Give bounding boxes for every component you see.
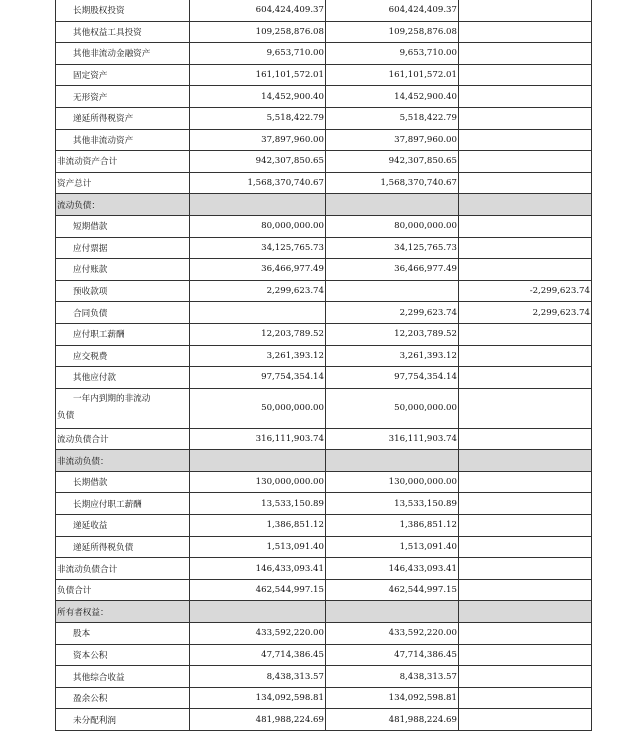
value-cell-c3 — [459, 172, 592, 194]
value-cell-c1: 134,092,598.81 — [190, 687, 326, 709]
value-cell-c1: 481,988,224.69 — [190, 709, 326, 731]
table-row — [56, 259, 592, 281]
value-cell-c2: 36,466,977.49 — [326, 259, 459, 281]
value-cell-c2: 8,438,313.57 — [326, 666, 459, 688]
row-label: 非流动负债： — [56, 450, 190, 472]
value-cell-c3 — [459, 107, 592, 129]
value-cell-c2: 942,307,850.65 — [326, 151, 459, 173]
row-label: 其他应付款 — [56, 367, 190, 389]
value-cell-c3 — [459, 471, 592, 493]
value-cell-c3 — [459, 64, 592, 86]
value-cell-c1: 47,714,386.45 — [190, 644, 326, 666]
value-cell-c3 — [459, 493, 592, 515]
value-cell-c3 — [459, 536, 592, 558]
value-cell-c2 — [326, 280, 459, 302]
value-cell-c2: 34,125,765.73 — [326, 237, 459, 259]
value-cell-c2: 2,299,623.74 — [326, 302, 459, 324]
row-label: 其他权益工具投资 — [56, 21, 190, 43]
value-cell-c3 — [459, 666, 592, 688]
table-row — [56, 666, 592, 688]
row-label: 短期借款 — [56, 215, 190, 237]
value-cell-c2: 50,000,000.00 — [326, 388, 459, 428]
row-label: 无形资产 — [56, 86, 190, 108]
table-row — [56, 515, 592, 537]
row-label-line: 负债 — [57, 411, 75, 422]
value-cell-c1 — [190, 302, 326, 324]
row-label: 非流动负债合计 — [56, 558, 190, 580]
value-cell-c3 — [459, 623, 592, 645]
section-header-row — [56, 601, 592, 623]
table-row — [56, 21, 592, 43]
row-label: 应交税费 — [56, 345, 190, 367]
table-row — [56, 471, 592, 493]
row-label: 其他综合收益 — [56, 666, 190, 688]
value-cell-c3 — [459, 687, 592, 709]
table-row — [56, 302, 592, 324]
value-cell-c3 — [459, 515, 592, 537]
table-row — [56, 558, 592, 580]
value-cell-c2: 161,101,572.01 — [326, 64, 459, 86]
value-cell-c1: 462,544,997.15 — [190, 579, 326, 601]
value-cell-c2: 12,203,789.52 — [326, 323, 459, 345]
value-cell-c1 — [190, 601, 326, 623]
value-cell-c1 — [190, 450, 326, 472]
value-cell-c2: 481,988,224.69 — [326, 709, 459, 731]
value-cell-c3 — [459, 428, 592, 450]
balance-sheet-body — [56, 0, 592, 731]
value-cell-c1: 161,101,572.01 — [190, 64, 326, 86]
table-row — [56, 86, 592, 108]
row-label: 递延所得税负债 — [56, 536, 190, 558]
row-label-line: 一年内到期的非流动 — [73, 394, 151, 405]
table-row — [56, 536, 592, 558]
row-label: 长期股权投资 — [56, 0, 190, 21]
value-cell-c1: 942,307,850.65 — [190, 151, 326, 173]
value-cell-c2: 109,258,876.08 — [326, 21, 459, 43]
value-cell-c1: 12,203,789.52 — [190, 323, 326, 345]
row-label: 应付账款 — [56, 259, 190, 281]
value-cell-c3 — [459, 388, 592, 428]
value-cell-c3 — [459, 367, 592, 389]
value-cell-c2: 14,452,900.40 — [326, 86, 459, 108]
value-cell-c2: 433,592,220.00 — [326, 623, 459, 645]
table-row — [56, 172, 592, 194]
value-cell-c1: 2,299,623.74 — [190, 280, 326, 302]
value-cell-c1: 1,513,091.40 — [190, 536, 326, 558]
value-cell-c2: 1,386,851.12 — [326, 515, 459, 537]
table-row — [56, 345, 592, 367]
value-cell-c3 — [459, 21, 592, 43]
value-cell-c1: 109,258,876.08 — [190, 21, 326, 43]
row-label: 长期应付职工薪酬 — [56, 493, 190, 515]
value-cell-c2: 604,424,409.37 — [326, 0, 459, 21]
row-label: 盈余公积 — [56, 687, 190, 709]
table-row — [56, 280, 592, 302]
value-cell-c2: 5,518,422.79 — [326, 107, 459, 129]
table-row — [56, 151, 592, 173]
value-cell-c1: 146,433,093.41 — [190, 558, 326, 580]
value-cell-c3 — [459, 215, 592, 237]
value-cell-c2: 9,653,710.00 — [326, 43, 459, 65]
row-label: 负债合计 — [56, 579, 190, 601]
value-cell-c2: 462,544,997.15 — [326, 579, 459, 601]
table-row — [56, 623, 592, 645]
row-label: 所有者权益： — [56, 601, 190, 623]
row-label — [56, 388, 190, 428]
row-label: 预收款项 — [56, 280, 190, 302]
value-cell-c2: 1,513,091.40 — [326, 536, 459, 558]
value-cell-c2: 97,754,354.14 — [326, 367, 459, 389]
value-cell-c1: 8,438,313.57 — [190, 666, 326, 688]
row-label: 其他非流动金融资产 — [56, 43, 190, 65]
value-cell-c3: 2,299,623.74 — [459, 302, 592, 324]
value-cell-c2: 80,000,000.00 — [326, 215, 459, 237]
table-row — [56, 43, 592, 65]
table-row — [56, 579, 592, 601]
value-cell-c3 — [459, 194, 592, 216]
row-label: 长期借款 — [56, 471, 190, 493]
table-row — [56, 428, 592, 450]
row-label: 资产总计 — [56, 172, 190, 194]
value-cell-c3 — [459, 558, 592, 580]
value-cell-c1: 97,754,354.14 — [190, 367, 326, 389]
value-cell-c3 — [459, 259, 592, 281]
table-row — [56, 644, 592, 666]
value-cell-c3 — [459, 237, 592, 259]
table-row — [56, 237, 592, 259]
value-cell-c1: 130,000,000.00 — [190, 471, 326, 493]
value-cell-c2 — [326, 194, 459, 216]
row-label: 递延收益 — [56, 515, 190, 537]
value-cell-c2 — [326, 601, 459, 623]
value-cell-c2: 3,261,393.12 — [326, 345, 459, 367]
row-label: 递延所得税资产 — [56, 107, 190, 129]
value-cell-c1: 9,653,710.00 — [190, 43, 326, 65]
table-row — [56, 129, 592, 151]
row-label: 非流动资产合计 — [56, 151, 190, 173]
row-label: 未分配利润 — [56, 709, 190, 731]
value-cell-c1: 37,897,960.00 — [190, 129, 326, 151]
row-label: 固定资产 — [56, 64, 190, 86]
value-cell-c1: 433,592,220.00 — [190, 623, 326, 645]
value-cell-c1: 13,533,150.89 — [190, 493, 326, 515]
value-cell-c3 — [459, 151, 592, 173]
row-label: 应付职工薪酬 — [56, 323, 190, 345]
value-cell-c2: 316,111,903.74 — [326, 428, 459, 450]
row-label: 合同负债 — [56, 302, 190, 324]
table-row — [56, 323, 592, 345]
value-cell-c3: -2,299,623.74 — [459, 280, 592, 302]
value-cell-c3 — [459, 601, 592, 623]
value-cell-c3 — [459, 644, 592, 666]
value-cell-c3 — [459, 709, 592, 731]
table-row — [56, 709, 592, 731]
value-cell-c3 — [459, 43, 592, 65]
value-cell-c1: 36,466,977.49 — [190, 259, 326, 281]
value-cell-c1 — [190, 194, 326, 216]
value-cell-c2: 130,000,000.00 — [326, 471, 459, 493]
value-cell-c1: 3,261,393.12 — [190, 345, 326, 367]
value-cell-c2: 13,533,150.89 — [326, 493, 459, 515]
row-label: 资本公积 — [56, 644, 190, 666]
value-cell-c1: 5,518,422.79 — [190, 107, 326, 129]
row-label: 应付票据 — [56, 237, 190, 259]
value-cell-c1: 50,000,000.00 — [190, 388, 326, 428]
balance-sheet-table — [55, 0, 592, 731]
value-cell-c1: 80,000,000.00 — [190, 215, 326, 237]
value-cell-c1: 1,568,370,740.67 — [190, 172, 326, 194]
value-cell-c2 — [326, 450, 459, 472]
table-row — [56, 0, 592, 21]
value-cell-c2: 1,568,370,740.67 — [326, 172, 459, 194]
value-cell-c3 — [459, 129, 592, 151]
value-cell-c3 — [459, 345, 592, 367]
value-cell-c3 — [459, 323, 592, 345]
table-row — [56, 64, 592, 86]
value-cell-c1: 14,452,900.40 — [190, 86, 326, 108]
table-row — [56, 215, 592, 237]
section-header-row — [56, 194, 592, 216]
value-cell-c2: 146,433,093.41 — [326, 558, 459, 580]
table-row — [56, 388, 592, 428]
table-row — [56, 107, 592, 129]
row-label: 流动负债： — [56, 194, 190, 216]
value-cell-c2: 134,092,598.81 — [326, 687, 459, 709]
value-cell-c3 — [459, 86, 592, 108]
row-label: 其他非流动资产 — [56, 129, 190, 151]
table-row — [56, 687, 592, 709]
value-cell-c2: 47,714,386.45 — [326, 644, 459, 666]
section-header-row — [56, 450, 592, 472]
value-cell-c1: 604,424,409.37 — [190, 0, 326, 21]
value-cell-c2: 37,897,960.00 — [326, 129, 459, 151]
value-cell-c3 — [459, 0, 592, 21]
value-cell-c1: 1,386,851.12 — [190, 515, 326, 537]
row-label: 股本 — [56, 623, 190, 645]
table-row — [56, 367, 592, 389]
table-row — [56, 493, 592, 515]
value-cell-c3 — [459, 450, 592, 472]
value-cell-c3 — [459, 579, 592, 601]
value-cell-c1: 34,125,765.73 — [190, 237, 326, 259]
value-cell-c1: 316,111,903.74 — [190, 428, 326, 450]
row-label: 流动负债合计 — [56, 428, 190, 450]
